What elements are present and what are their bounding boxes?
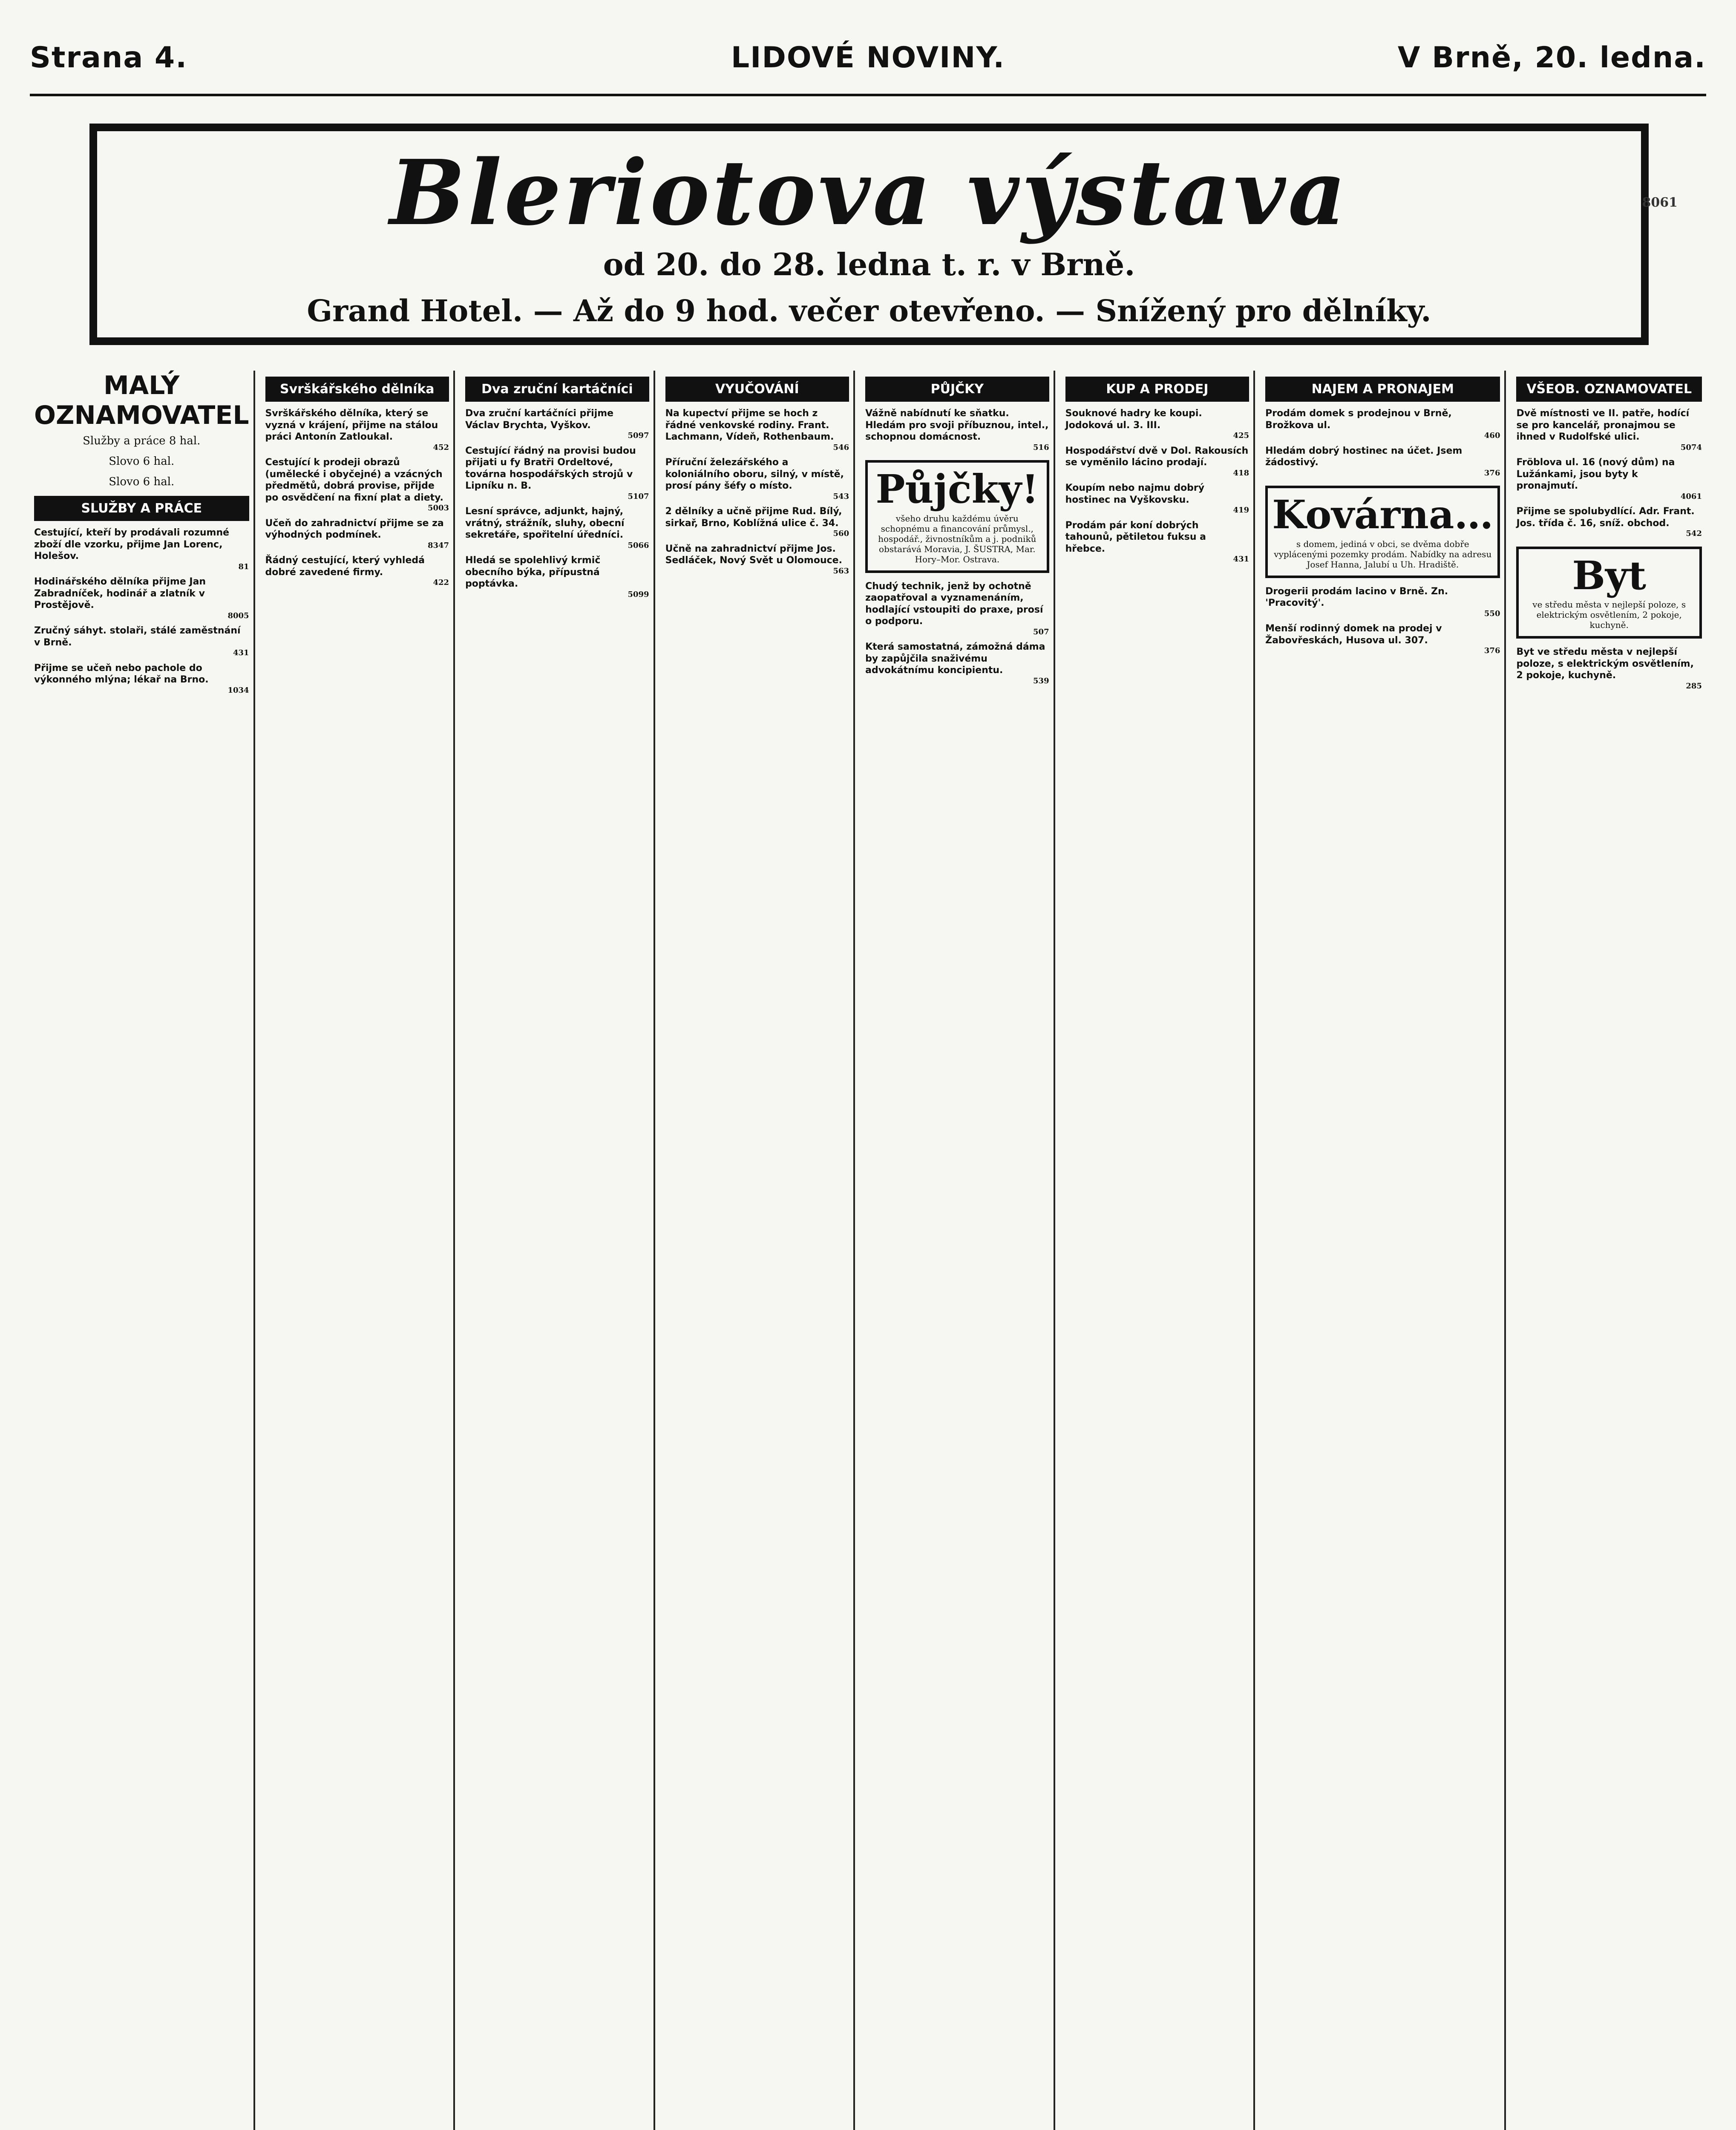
ad-item (265, 457, 449, 513)
ad-code: 550 (1484, 609, 1500, 618)
ad-text: Koupím nebo najmu dobrý hostinec na Vyškovsku. (1065, 483, 1205, 505)
ad-item (34, 527, 249, 572)
ad-item (1065, 408, 1249, 441)
ad-code: 376 (1484, 646, 1500, 656)
hero-title: Bleriotova výstava (389, 140, 1349, 245)
ad-item (34, 662, 249, 696)
column-6 (1061, 371, 1255, 2130)
ad-item (1065, 520, 1249, 564)
ad-code: 5003 (427, 504, 449, 512)
ad-code: 5097 (628, 431, 649, 440)
column-8 (1512, 371, 1706, 2130)
ad-item (1065, 445, 1249, 478)
ad-code: 1034 (227, 685, 249, 695)
ad-item (665, 506, 849, 539)
ad-text: Dva zruční kartáčníci přijme Václav Brychta, Vyškov. (465, 408, 614, 431)
ad-text: Drogerii prodám lacino v Brně. Zn. 'Pracovitý'. (1265, 586, 1448, 609)
ad-code: 8005 (227, 611, 249, 620)
ad-text: Přijme se učeň nebo pachole do výkonného mlýna; lékař na Brno. (34, 662, 209, 685)
ad-code: 516 (1033, 443, 1049, 452)
ad-code: 431 (1233, 555, 1249, 564)
advert-big-text: Byt (1572, 552, 1647, 599)
classified-header-note-right: Slovo 6 hal. (109, 475, 175, 488)
ad-code: 5066 (628, 541, 649, 550)
ad-text: Prodám domek s prodejnou v Brně, Brožkova ul. (1265, 408, 1452, 431)
classified-columns (30, 371, 1706, 2130)
category-badge: VŠEOB. OZNAMOVATEL (1516, 377, 1702, 402)
ad-text: Dvě místnosti ve II. patře, hodící se pro kancelář, pronajmou se ihned v Rudolfské ulici. (1516, 408, 1690, 442)
ad-code: 507 (1033, 627, 1049, 636)
ad-code: 542 (1686, 529, 1702, 538)
category-badge: NAJEM A PRONAJEM (1265, 377, 1500, 402)
ad-code: 285 (1686, 681, 1702, 691)
ad-item (665, 457, 849, 501)
ad-text: Cestující, kteří by prodávali rozumné zboží dle vzorku, přijme Jan Lorenc, Holešov. (34, 527, 230, 561)
classified-header-subtitle: Služby a práce 8 hal. (83, 435, 201, 447)
ad-code: 418 (1233, 468, 1249, 478)
category-badge: VYUČOVÁNÍ (665, 377, 849, 402)
ad-text: Menší rodinný domek na prodej v Žabovřeskách, Husova ul. 307. (1265, 623, 1442, 646)
ad-text: Byt ve středu města v nejlepší poloze, s elektrickým osvětlením, 2 pokoje, kuchyně. (1516, 647, 1694, 681)
ad-item (1265, 586, 1500, 619)
column-4 (661, 371, 855, 2130)
ad-item (1516, 408, 1702, 452)
ad-text: Prodám pár koní dobrých tahounů, pětiletou fuksu a hřebce. (1065, 520, 1206, 554)
ad-item (1065, 482, 1249, 515)
ad-text: Cestující k prodeji obrazů (umělecké i obyčejné) a vzácných předmětů, dobrá provise, přijde po osvědčení na fixní plat a diety. (265, 457, 443, 503)
ad-item (265, 518, 449, 551)
ad-code: 376 (1484, 468, 1500, 478)
ad-item (465, 506, 649, 550)
ad-code: 5107 (628, 492, 649, 501)
ad-text: Souknové hadry ke koupi. Jodoková ul. 3. III. (1065, 408, 1202, 431)
ad-code: 422 (433, 578, 449, 587)
ad-code: 563 (833, 566, 849, 576)
column-5 (861, 371, 1055, 2130)
ad-text: Fröblova ul. 16 (nový dům) na Lužánkami, jsou byty k pronajmutí. (1516, 457, 1675, 491)
ad-code: 543 (833, 492, 849, 501)
masthead (30, 21, 1706, 96)
ad-code: 5099 (628, 590, 649, 599)
ad-code: 460 (1484, 431, 1500, 440)
hero-dates: od 20. do 28. ledna t. r. v Brně. (603, 246, 1135, 282)
ad-text: Lesní správce, adjunkt, hajný, vrátný, strážník, sluhy, obecní sekretáře, spořitelní úředníci. (465, 506, 625, 540)
ad-code: 539 (1033, 676, 1049, 685)
ad-code: 5074 (1680, 443, 1702, 452)
category-badge: PŮJČKY (865, 377, 1049, 402)
ad-code: 431 (233, 648, 249, 657)
ad-text: Která samostatná, zámožná dáma by zapůjčila snaživému advokátnímu koncipientu. (865, 642, 1045, 676)
column-1 (30, 371, 255, 2130)
advert-big-text: Kovárna… (1272, 492, 1494, 538)
ad-item (865, 408, 1049, 452)
advert-box (1516, 547, 1702, 639)
issue-date: V Brně, 20. ledna. (1397, 40, 1706, 75)
ad-text: Hledá se spolehlivý krmič obecního býka, přípustná poptávka. (465, 555, 601, 589)
advert-big-text: Půjčky! (875, 466, 1039, 512)
ad-item (665, 408, 849, 452)
ad-item (465, 445, 649, 502)
classified-header-note-left: Slovo 6 hal. (109, 455, 175, 468)
ad-code: 8347 (427, 541, 449, 550)
ad-item (1265, 623, 1500, 656)
ad-text: Cestující řádný na provisi budou přijati u fy Bratři Ordeltové, továrna hospodářských strojů v Lipníku n. B. (465, 445, 636, 491)
ad-item (465, 408, 649, 441)
ad-text: Učně na zahradnictví přijme Jos. Sedláček, Nový Svět u Olomouce. (665, 543, 842, 566)
ad-item (1265, 445, 1500, 478)
category-badge: Svrškářského dělníka (265, 377, 449, 402)
ad-item (34, 625, 249, 658)
ad-text: Přijme se spolubydlící. Adr. Frant. Jos. třída č. 16, sníž. obchod. (1516, 506, 1695, 529)
ad-code: 81 (238, 562, 249, 571)
ad-item (1516, 457, 1702, 501)
ad-text: Příruční železářského a koloniálního oboru, silný, v místě, prosí pány šéfy o místo. (665, 457, 844, 491)
ad-item (1265, 408, 1500, 441)
ad-code: 560 (833, 529, 849, 538)
ad-item (665, 543, 849, 576)
advert-box (865, 460, 1049, 573)
ad-item (1516, 646, 1702, 691)
ad-text: Svrškářského dělníka, který se vyzná v krájení, přijme na stálou práci Antonín Zatloukal. (265, 408, 438, 442)
page-number: Strana 4. (30, 40, 188, 75)
ad-text: Hodinářského dělníka přijme Jan Zabradníček, hodinář a zlatník v Prostějově. (34, 576, 206, 610)
hero-advertisement (89, 124, 1678, 345)
category-badge: Dva zruční kartáčníci (465, 377, 649, 402)
ad-code: 425 (1233, 431, 1249, 440)
hero-code: 8061 (1642, 195, 1678, 210)
ad-item (465, 555, 649, 599)
ad-text: Vážně nabídnutí ke sňatku. Hledám pro svoji příbuznou, intel., schopnou domácnost. (865, 408, 1049, 442)
ad-text: Hledám dobrý hostinec na účet. Jsem žádostivý. (1265, 445, 1463, 468)
ad-text: Učeň do zahradnictví přijme se za výhodných podmínek. (265, 518, 444, 540)
ad-text: Na kupectví přijme se hoch z řádné venkovské rodiny. Frant. Lachmann, Vídeň, Rothenbaum. (665, 408, 834, 442)
ad-item (1516, 506, 1702, 539)
advert-small-text: všeho druhu každému úvěru schopnému a financování průmysl., hospodář., živnostníkům a j. podniků obstarává Moravia, J. ŠUSTRA, Mar. Hory–Mor. Ostrava. (878, 513, 1036, 564)
newspaper-name: LIDOVÉ NOVINY. (731, 40, 1005, 75)
ad-code: 419 (1233, 506, 1249, 515)
ad-text: Chudý technik, jenž by ochotně zaopatřoval a vyznamenáním, hodlající vstoupiti do praxe, prosí o podporu. (865, 581, 1043, 627)
hero-footer: Grand Hotel. — Až do 9 hod. večer otevřeno. — Snížený pro dělníky. (307, 293, 1431, 328)
ad-code: 546 (833, 443, 849, 452)
ad-item (265, 555, 449, 588)
ad-item (865, 641, 1049, 686)
classified-header-title: MALÝ OZNAMOVATEL (34, 371, 249, 430)
ad-text: Zručný sáhyt. stolaři, stálé zaměstnání v Brně. (34, 625, 241, 648)
ad-code: 452 (433, 443, 449, 452)
ad-item (34, 576, 249, 621)
advert-small-text: s domem, jediná v obci, se dvěma dobře vyplácenými pozemky prodám. Nabídky na adresu Josef Hanna, Jalubí u Uh. Hradiště. (1274, 538, 1492, 570)
ad-text: Hospodářství dvě v Dol. Rakousích se vyměnilo lácino prodají. (1065, 445, 1249, 468)
advert-small-text: ve středu města v nejlepší poloze, s elektrickým osvětlením, 2 pokoje, kuchyně. (1532, 599, 1686, 630)
ad-text: 2 dělníky a učně přijme Rud. Bílý, sirkař, Brno, Koblížná ulice č. 34. (665, 506, 842, 529)
column-7 (1261, 371, 1506, 2130)
category-badge: KUP A PRODEJ (1065, 377, 1249, 402)
ad-item (265, 408, 449, 452)
ad-text: Řádný cestující, který vyhledá dobré zavedené firmy. (265, 555, 425, 578)
category-badge: SLUŽBY A PRÁCE (34, 496, 249, 521)
column-2 (261, 371, 455, 2130)
ad-item (865, 581, 1049, 637)
column-3 (461, 371, 655, 2130)
advert-box (1265, 486, 1500, 578)
ad-code: 4061 (1680, 492, 1702, 501)
